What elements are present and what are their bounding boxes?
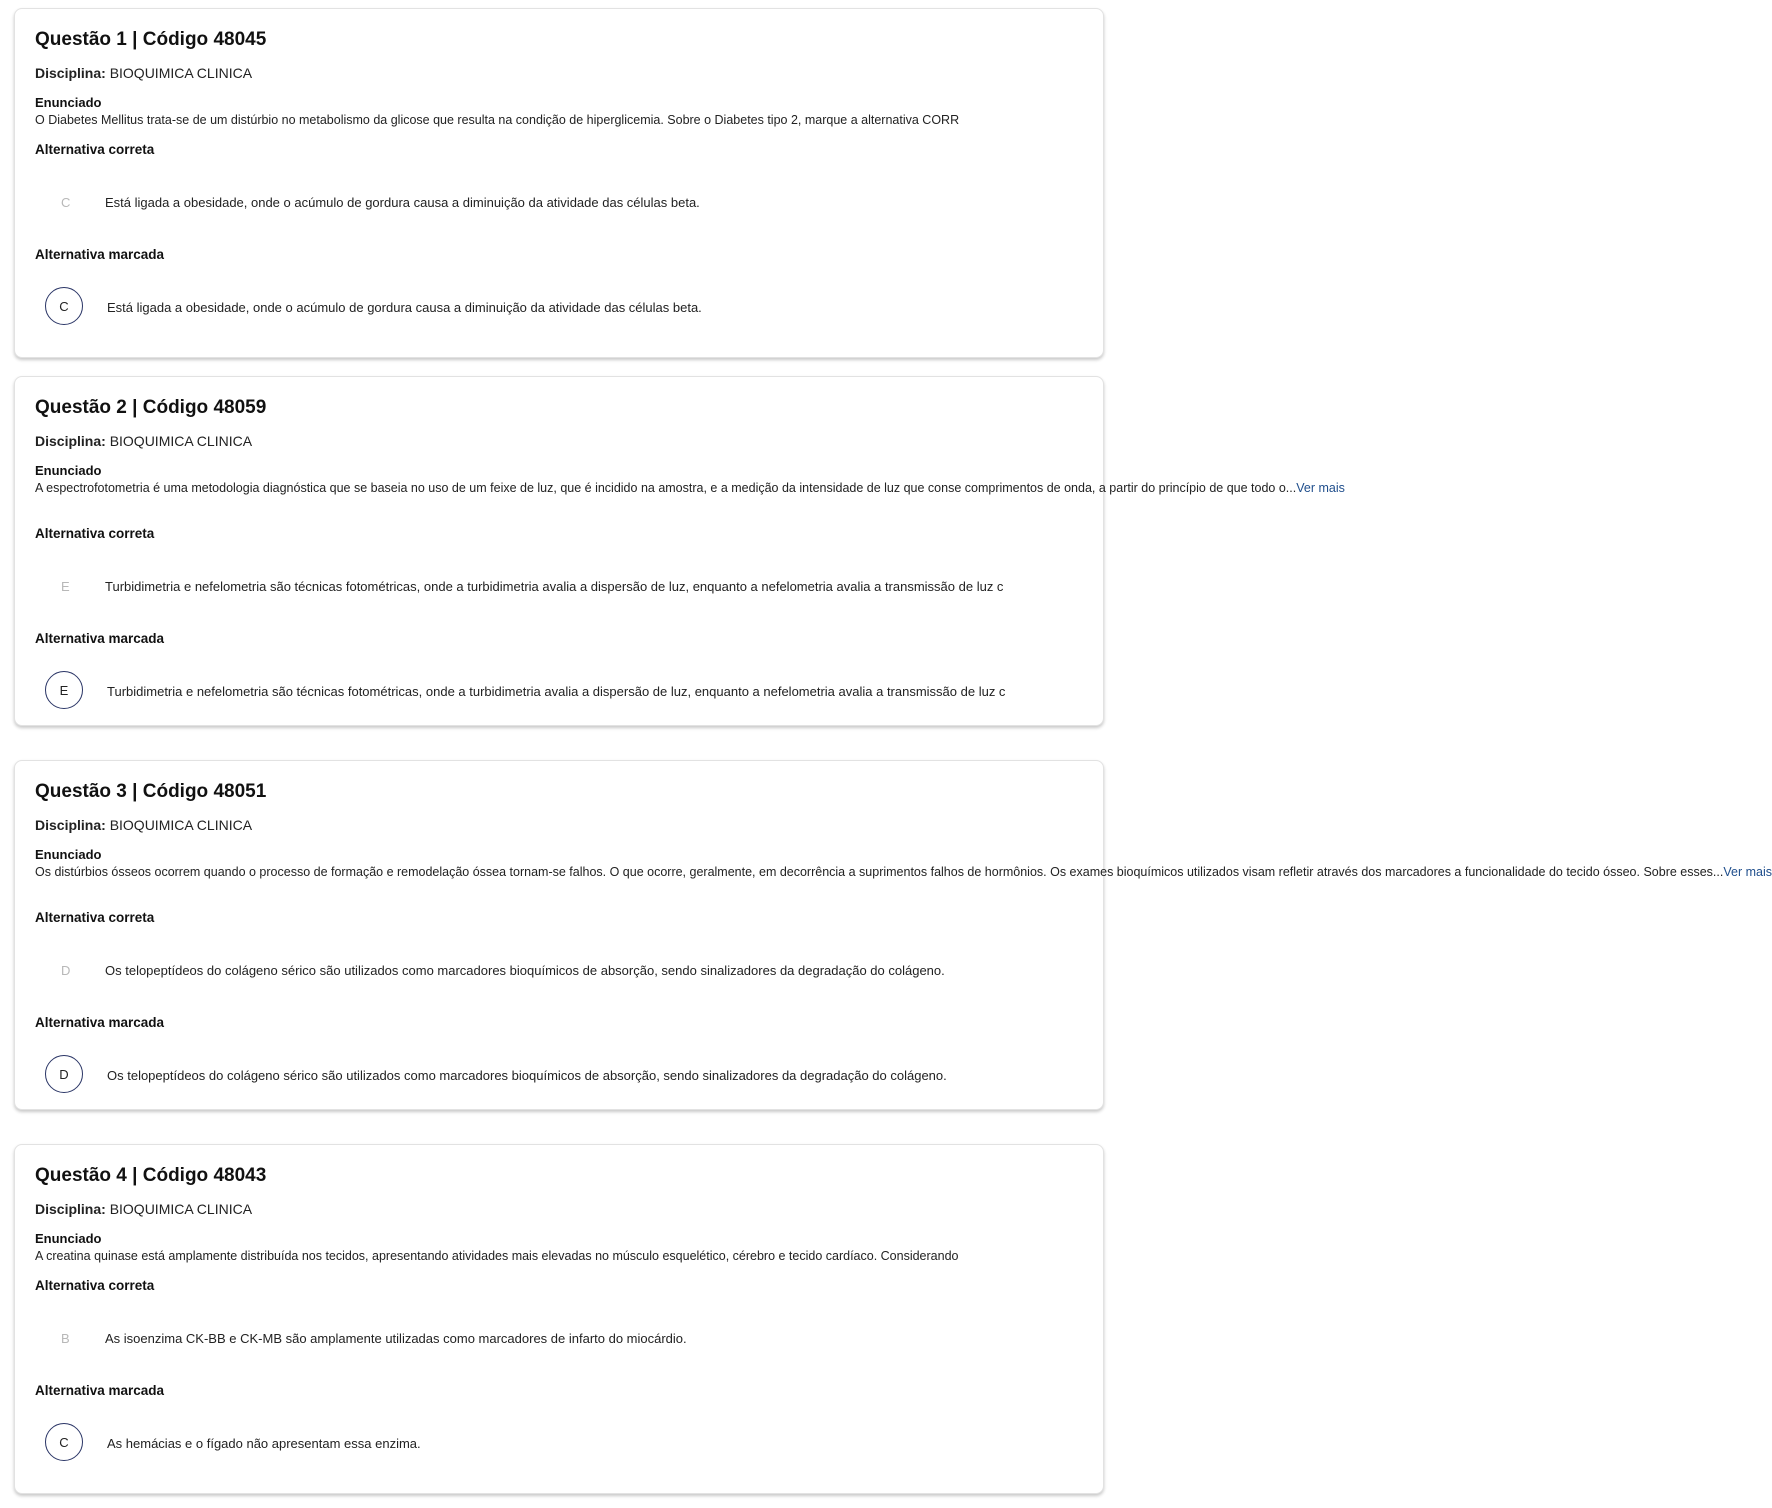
disciplina-line	[35, 65, 252, 81]
alternativa-correta-label: Alternativa correta	[35, 1278, 155, 1293]
ver-mais-link[interactable]: Ver mais	[1723, 865, 1772, 879]
marked-option-text: Está ligada a obesidade, onde o acúmulo de gordura causa a diminuição da atividade das células beta.	[107, 300, 702, 315]
disciplina-line	[35, 1201, 252, 1217]
alternativa-marcada-label: Alternativa marcada	[35, 631, 165, 646]
marked-option-circle	[45, 1055, 83, 1093]
disciplina-line	[35, 817, 252, 833]
marked-option-text: As hemácias e o fígado não apresentam essa enzima.	[107, 1436, 421, 1451]
correct-option-letter: B	[61, 1331, 70, 1346]
enunciado-text	[35, 864, 1772, 880]
enunciado-label: Enunciado	[35, 463, 102, 478]
enunciado-label: Enunciado	[35, 95, 102, 110]
correct-option-text: As isoenzima CK-BB e CK-MB são amplamente utilizadas como marcadores de infarto do miocárdio.	[105, 1331, 687, 1346]
ver-mais-link[interactable]: Ver mais	[1296, 481, 1345, 495]
question-title: Questão 4 | Código 48043	[35, 1165, 267, 1186]
correct-option-letter: E	[61, 579, 70, 594]
enunciado-label: Enunciado	[35, 847, 102, 862]
marked-option-letter: E	[59, 682, 69, 698]
question-card-4	[14, 1144, 1104, 1494]
disciplina-value: BIOQUIMICA CLINICA	[109, 817, 253, 833]
marked-option-circle	[45, 1423, 83, 1461]
marked-option-circle	[45, 287, 83, 325]
enunciado-text	[35, 480, 1345, 496]
enunciado-text	[35, 1248, 1115, 1264]
disciplina-line	[35, 433, 252, 449]
alternativa-marcada-label: Alternativa marcada	[35, 247, 165, 262]
marked-option-text: Turbidimetria e nefelometria são técnicas fotométricas, onde a turbidimetria avalia a dispersão de luz, enquanto a nefelometria avalia a transmissão de luz c	[107, 684, 1006, 699]
disciplina-label: Disciplina:	[35, 65, 106, 81]
marked-option-letter: D	[59, 1066, 69, 1082]
question-title: Questão 3 | Código 48051	[35, 781, 267, 802]
alternativa-marcada-label: Alternativa marcada	[35, 1383, 165, 1398]
alternativa-correta-label: Alternativa correta	[35, 142, 155, 157]
question-title: Questão 2 | Código 48059	[35, 397, 267, 418]
marked-option-circle	[45, 671, 83, 709]
correct-option-text: Os telopeptídeos do colágeno sérico são utilizados como marcadores bioquímicos de absorção, sendo sinalizadores da degradação do colágeno.	[105, 963, 945, 978]
disciplina-label: Disciplina:	[35, 817, 106, 833]
correct-option-letter: C	[61, 195, 71, 210]
question-card-3	[14, 760, 1772, 1110]
question-card-1	[14, 8, 1104, 358]
enunciado-body: A espectrofotometria é uma metodologia diagnóstica que se baseia no uso de um feixe de luz, que é incidido na amostra, e a medição da intensidade de luz que conse comprimentos de onda, a partir do princípio de que todo o...	[35, 481, 1297, 495]
question-card-2	[14, 376, 1345, 726]
disciplina-value: BIOQUIMICA CLINICA	[109, 1201, 253, 1217]
enunciado-text	[35, 112, 1115, 128]
alternativa-correta-label: Alternativa correta	[35, 910, 155, 925]
alternativa-marcada-label: Alternativa marcada	[35, 1015, 165, 1030]
enunciado-body: Os distúrbios ósseos ocorrem quando o processo de formação e remodelação óssea tornam-se falhos. O que ocorre, geralmente, em decorrência a suprimentos falhos de hormônios. Os exames bioquímicos utilizados visam refletir através dos marcadores a funcionalidade do tecido ósseo. Sobre esses...	[35, 865, 1724, 879]
marked-option-letter: C	[59, 298, 69, 314]
correct-option-text: Turbidimetria e nefelometria são técnicas fotométricas, onde a turbidimetria avalia a dispersão de luz, enquanto a nefelometria avalia a transmissão de luz c	[105, 579, 1004, 594]
disciplina-value: BIOQUIMICA CLINICA	[109, 433, 253, 449]
enunciado-label: Enunciado	[35, 1231, 102, 1246]
correct-option-text: Está ligada a obesidade, onde o acúmulo de gordura causa a diminuição da atividade das células beta.	[105, 195, 700, 210]
marked-option-letter: C	[59, 1434, 69, 1450]
disciplina-label: Disciplina:	[35, 433, 106, 449]
question-title: Questão 1 | Código 48045	[35, 29, 267, 50]
disciplina-value: BIOQUIMICA CLINICA	[109, 65, 253, 81]
correct-option-letter: D	[61, 963, 71, 978]
enunciado-body: A creatina quinase está amplamente distribuída nos tecidos, apresentando atividades mais elevadas no músculo esquelético, cérebro e tecido cardíaco. Considerando	[35, 1249, 959, 1263]
disciplina-label: Disciplina:	[35, 1201, 106, 1217]
enunciado-body: O Diabetes Mellitus trata-se de um distúrbio no metabolismo da glicose que resulta na condição de hiperglicemia. Sobre o Diabetes tipo 2, marque a alternativa CORR	[35, 113, 960, 127]
marked-option-text: Os telopeptídeos do colágeno sérico são utilizados como marcadores bioquímicos de absorção, sendo sinalizadores da degradação do colágeno.	[107, 1068, 947, 1083]
alternativa-correta-label: Alternativa correta	[35, 526, 155, 541]
